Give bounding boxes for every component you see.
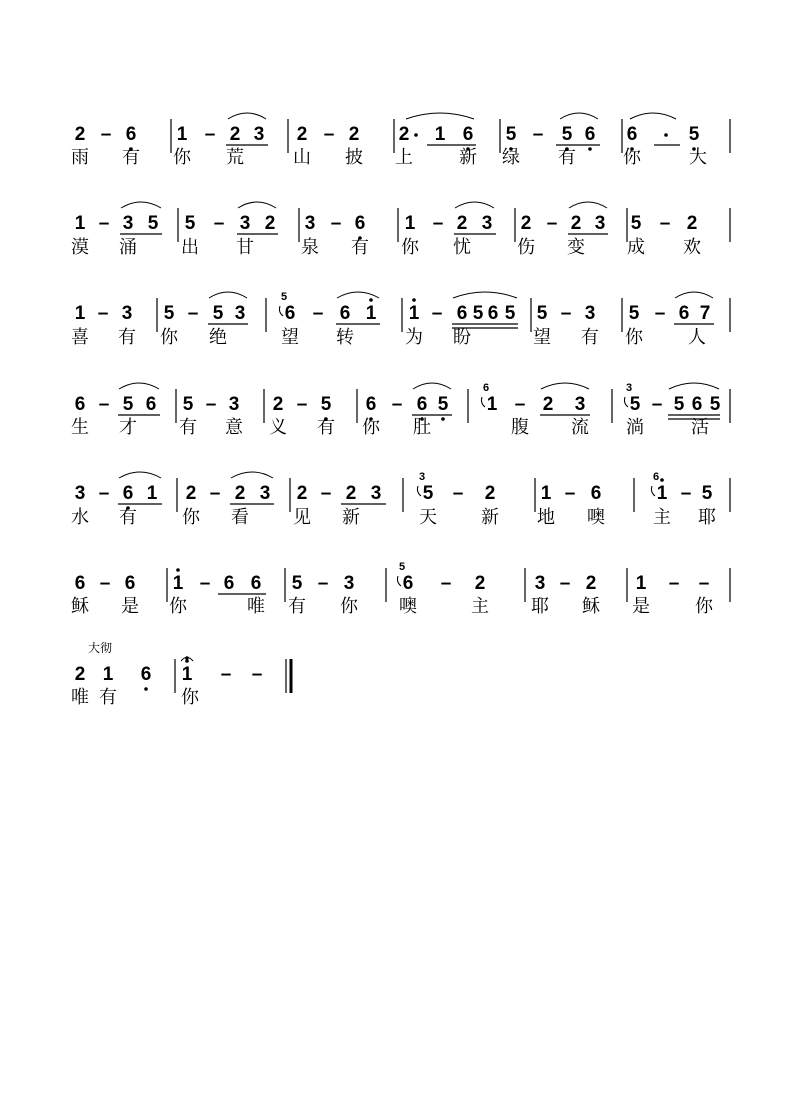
note-digit: 2 [234, 483, 246, 504]
dash-sustain: – [312, 303, 324, 324]
dash-sustain: – [668, 573, 680, 594]
slur [413, 383, 451, 389]
slur [228, 113, 266, 119]
note-digit: 2 [570, 213, 582, 234]
note-digit: 6 [402, 573, 414, 594]
lyric-char: 为 [405, 327, 423, 348]
note-digit: 6 [462, 124, 474, 145]
note-digit: 1 [408, 303, 420, 324]
lyric-char: 你 [160, 327, 178, 348]
high-octave-dot [369, 298, 373, 302]
slur [453, 292, 517, 298]
augmentation-dot [414, 133, 418, 137]
dash-sustain: – [100, 124, 112, 145]
note-digit: 6 [122, 483, 134, 504]
lyric-char: 山 [293, 147, 311, 168]
note-digit: 3 [74, 483, 86, 504]
note-digit: 5 [536, 303, 548, 324]
dash-sustain: – [532, 124, 544, 145]
dash-sustain: – [199, 573, 211, 594]
lyric-char: 泉 [301, 237, 319, 258]
dash-sustain: – [320, 483, 332, 504]
fermata-dot [185, 656, 189, 660]
dash-sustain: – [98, 213, 110, 234]
dash-sustain: – [560, 303, 572, 324]
note-digit: 6 [691, 394, 703, 415]
note-digit: 1 [656, 483, 668, 504]
lyric-char: 主 [653, 507, 671, 528]
note-digit: 6 [145, 394, 157, 415]
lyric-char: 有 [99, 687, 117, 708]
dash-sustain: – [317, 573, 329, 594]
lyric-char: 地 [537, 507, 555, 528]
note-digit: 5 [472, 303, 484, 324]
dash-sustain: – [440, 573, 452, 594]
grace-note: 5 [280, 291, 288, 303]
note-digit: 3 [121, 303, 133, 324]
lyric-char: 唯 [71, 687, 89, 708]
slur [455, 202, 494, 208]
note-digit: 3 [343, 573, 355, 594]
note-digit: 3 [304, 213, 316, 234]
lyric-char: 你 [625, 327, 643, 348]
note-digit: 6 [125, 124, 137, 145]
dash-sustain: – [209, 483, 221, 504]
lyric-char: 变 [567, 237, 585, 258]
note-digit: 2 [74, 124, 86, 145]
note-digit: 6 [584, 124, 596, 145]
note-digit: 5 [182, 394, 194, 415]
dash-sustain: – [559, 573, 571, 594]
note-digit: 5 [505, 124, 517, 145]
note-digit: 6 [678, 303, 690, 324]
note-digit: 2 [484, 483, 496, 504]
lyric-char: 荒 [226, 147, 244, 168]
dash-sustain: – [220, 664, 232, 685]
note-digit: 5 [437, 394, 449, 415]
note-digit: 6 [284, 303, 296, 324]
grace-note: 5 [398, 561, 406, 573]
lyric-char: 大 [689, 147, 707, 168]
note-digit: 2 [296, 124, 308, 145]
slur [630, 113, 676, 119]
lyric-char: 有 [351, 237, 369, 258]
note-digit: 2 [345, 483, 357, 504]
note-digit: 3 [584, 303, 596, 324]
dash-sustain: – [330, 213, 342, 234]
lyric-char: 有 [317, 417, 335, 438]
dash-sustain: – [546, 213, 558, 234]
note-digit: 2 [185, 483, 197, 504]
note-digit: 1 [146, 483, 158, 504]
grace-note: 6 [482, 382, 490, 394]
dash-sustain: – [204, 124, 216, 145]
note-digit: 2 [585, 573, 597, 594]
lyric-char: 流 [571, 417, 589, 438]
dash-sustain: – [514, 394, 526, 415]
note-digit: 1 [74, 213, 86, 234]
low-octave-dot [144, 687, 148, 691]
lyric-char: 成 [627, 237, 645, 258]
lyric-char: 天 [419, 507, 437, 528]
lyric-char: 上 [395, 147, 413, 168]
note-digit: 6 [590, 483, 602, 504]
note-digit: 1 [635, 573, 647, 594]
lyric-char: 活 [691, 417, 709, 438]
low-octave-dot [588, 147, 592, 151]
note-digit: 5 [320, 394, 332, 415]
lyric-char: 是 [632, 596, 650, 617]
note-digit: 5 [630, 213, 642, 234]
note-digit: 5 [709, 394, 721, 415]
note-digit: 5 [122, 394, 134, 415]
lyric-char: 你 [340, 596, 358, 617]
lyric-char: 新 [342, 507, 360, 528]
lyric-char: 稣 [71, 596, 89, 617]
lyric-char: 有 [118, 327, 136, 348]
dash-sustain: – [431, 303, 443, 324]
high-octave-dot [660, 478, 664, 482]
slur [119, 472, 161, 478]
note-digit: 3 [234, 303, 246, 324]
lyric-char: 腹 [511, 417, 529, 438]
note-digit: 5 [291, 573, 303, 594]
dash-sustain: – [432, 213, 444, 234]
note-digit: 2 [542, 394, 554, 415]
note-digit: 5 [628, 303, 640, 324]
slur [231, 472, 273, 478]
grace-tie [481, 397, 485, 407]
note-digit: 1 [172, 573, 184, 594]
note-digit: 6 [354, 213, 366, 234]
note-digit: 1 [540, 483, 552, 504]
note-digit: 2 [296, 483, 308, 504]
note-digit: 6 [250, 573, 262, 594]
slur [541, 383, 589, 389]
dash-sustain: – [391, 394, 403, 415]
lyric-char: 是 [121, 596, 139, 617]
lyric-char: 欢 [683, 237, 701, 258]
lyric-char: 披 [345, 147, 363, 168]
lyric-char: 看 [231, 507, 249, 528]
note-digit: 6 [339, 303, 351, 324]
dash-sustain: – [680, 483, 692, 504]
slur [669, 383, 719, 389]
dash-sustain: – [654, 303, 666, 324]
note-digit: 1 [102, 664, 114, 685]
lyric-char: 甘 [236, 237, 254, 258]
note-digit: 3 [253, 124, 265, 145]
slur [337, 292, 379, 298]
lyric-char: 你 [695, 596, 713, 617]
slur [675, 292, 713, 298]
note-digit: 1 [404, 213, 416, 234]
lyric-char: 你 [169, 596, 187, 617]
lyric-char: 你 [401, 237, 419, 258]
lyric-char: 有 [558, 147, 576, 168]
note-digit: 2 [272, 394, 284, 415]
dash-sustain: – [452, 483, 464, 504]
lyric-char: 你 [182, 507, 200, 528]
lyric-char: 肚 [413, 417, 431, 438]
lyric-char: 耶 [698, 507, 716, 528]
note-digit: 3 [122, 213, 134, 234]
note-digit: 1 [176, 124, 188, 145]
slur [238, 202, 276, 208]
note-digit: 6 [124, 573, 136, 594]
slur [209, 292, 247, 298]
note-digit: 2 [229, 124, 241, 145]
lyric-char: 你 [362, 417, 380, 438]
lyric-char: 你 [623, 147, 641, 168]
grace-tie [279, 306, 283, 316]
dash-sustain: – [251, 664, 263, 685]
note-digit: 6 [626, 124, 638, 145]
note-digit: 3 [239, 213, 251, 234]
dash-sustain: – [187, 303, 199, 324]
lyric-char: 漠 [71, 237, 89, 258]
lyric-char: 有 [581, 327, 599, 348]
grace-note: 3 [625, 382, 633, 394]
lyric-char: 新 [459, 147, 477, 168]
lyric-char: 望 [281, 327, 299, 348]
lyric-char: 耶 [531, 596, 549, 617]
dash-sustain: – [323, 124, 335, 145]
note-digit: 2 [74, 664, 86, 685]
dash-sustain: – [205, 394, 217, 415]
grace-note: 3 [418, 471, 426, 483]
note-digit: 3 [228, 394, 240, 415]
lyric-char: 义 [269, 417, 287, 438]
note-digit: 5 [184, 213, 196, 234]
note-digit: 5 [422, 483, 434, 504]
note-digit: 6 [456, 303, 468, 324]
lyric-char: 望 [533, 327, 551, 348]
note-digit: 3 [481, 213, 493, 234]
high-octave-dot [412, 298, 416, 302]
slur [406, 113, 474, 119]
note-digit: 3 [534, 573, 546, 594]
note-digit: 1 [434, 124, 446, 145]
lyric-char: 绿 [502, 147, 520, 168]
note-digit: 6 [140, 664, 152, 685]
dash-sustain: – [651, 394, 663, 415]
slur [121, 202, 161, 208]
note-digit: 2 [520, 213, 532, 234]
note-digit: 6 [365, 394, 377, 415]
lyric-char: 你 [173, 147, 191, 168]
lyric-char: 意 [225, 417, 243, 438]
lyric-char: 绝 [209, 327, 227, 348]
note-digit: 2 [398, 124, 410, 145]
dash-sustain: – [296, 394, 308, 415]
lyric-char: 你 [181, 687, 199, 708]
note-digit: 7 [699, 303, 711, 324]
grace-note: 6 [652, 471, 660, 483]
dash-sustain: – [659, 213, 671, 234]
note-digit: 3 [594, 213, 606, 234]
dash-sustain: – [213, 213, 225, 234]
grace-tie [624, 397, 628, 407]
note-digit: 1 [74, 303, 86, 324]
note-digit: 1 [486, 394, 498, 415]
lyric-char: 才 [119, 417, 137, 438]
note-digit: 6 [74, 573, 86, 594]
note-digit: 5 [163, 303, 175, 324]
lyric-char: 忧 [453, 237, 471, 258]
lyric-char: 唯 [247, 596, 265, 617]
slur [569, 202, 607, 208]
augmentation-dot [664, 133, 668, 137]
dash-sustain: – [98, 394, 110, 415]
dash-sustain: – [98, 483, 110, 504]
note-digit: 5 [212, 303, 224, 324]
note-digit: 5 [673, 394, 685, 415]
note-digit: 6 [416, 394, 428, 415]
note-digit: 6 [74, 394, 86, 415]
note-digit: 6 [223, 573, 235, 594]
lyric-char: 噢 [587, 507, 605, 528]
dash-sustain: – [698, 573, 710, 594]
note-digit: 2 [686, 213, 698, 234]
lyric-char: 淌 [626, 417, 644, 438]
lyric-char: 有 [179, 417, 197, 438]
note-digit: 2 [456, 213, 468, 234]
grace-tie [397, 576, 401, 586]
note-digit: 2 [264, 213, 276, 234]
lyric-char: 人 [688, 327, 706, 348]
note-digit: 5 [504, 303, 516, 324]
grace-tie [651, 486, 655, 496]
note-digit: 5 [688, 124, 700, 145]
lyric-char: 出 [181, 237, 199, 258]
lyric-char: 水 [71, 507, 89, 528]
lyric-char: 雨 [71, 147, 89, 168]
dash-sustain: – [97, 303, 109, 324]
note-digit: 2 [474, 573, 486, 594]
note-digit: 1 [365, 303, 377, 324]
lyric-char: 有 [288, 596, 306, 617]
note-digit: 5 [561, 124, 573, 145]
dash-sustain: – [99, 573, 111, 594]
lyric-char: 有 [122, 147, 140, 168]
note-digit: 3 [259, 483, 271, 504]
note-digit: 5 [147, 213, 159, 234]
annotation-text: 大彻 [88, 641, 113, 655]
low-octave-dot [441, 417, 445, 421]
lyric-char: 稣 [582, 596, 600, 617]
lyric-char: 喜 [71, 327, 89, 348]
note-digit: 3 [370, 483, 382, 504]
lyric-char: 生 [71, 417, 89, 438]
note-digit: 5 [701, 483, 713, 504]
lyric-char: 见 [293, 507, 311, 528]
slur [119, 383, 159, 389]
slur [560, 113, 598, 119]
note-digit: 3 [574, 394, 586, 415]
lyric-char: 新 [481, 507, 499, 528]
dash-sustain: – [564, 483, 576, 504]
note-digit: 1 [181, 664, 193, 685]
lyric-char: 盼 [453, 327, 471, 348]
lyric-char: 伤 [517, 237, 535, 258]
lyric-char: 转 [336, 327, 354, 348]
high-octave-dot [176, 568, 180, 572]
lyric-char: 涌 [119, 237, 137, 258]
grace-tie [417, 486, 421, 496]
lyric-char: 有 [119, 507, 137, 528]
note-digit: 2 [348, 124, 360, 145]
lyric-char: 主 [471, 596, 489, 617]
lyric-char: 噢 [399, 596, 417, 617]
note-digit: 6 [487, 303, 499, 324]
note-digit: 5 [629, 394, 641, 415]
